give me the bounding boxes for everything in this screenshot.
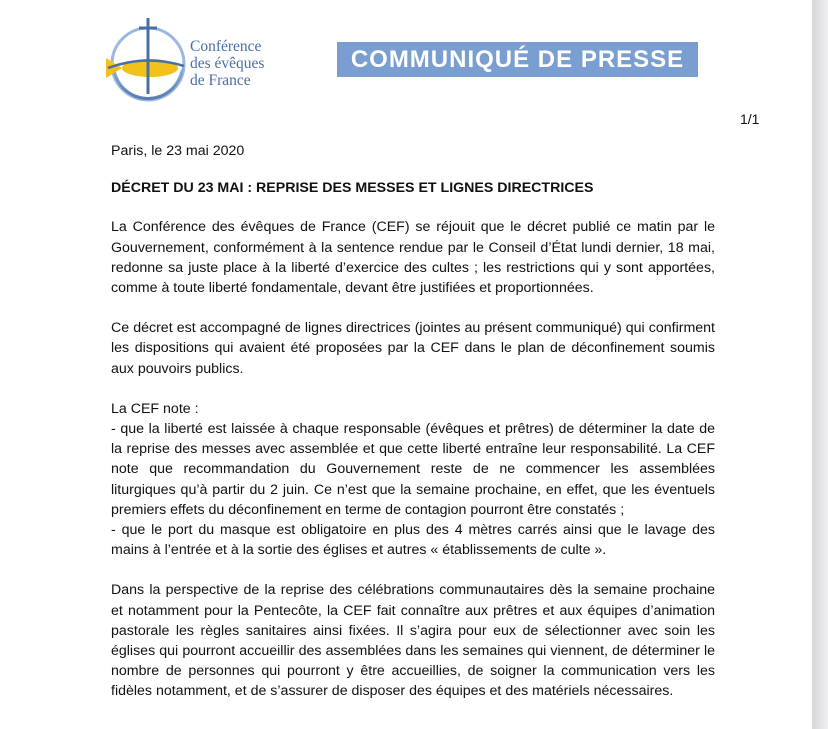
- page-edge: [812, 0, 828, 729]
- logo-wordmark: [190, 38, 320, 89]
- note-item-2: - que le port du masque est obligatoire en plus des 4 mètres carrés ainsi que le lavage des mains à l’entrée et à la sortie des églises et autres « établissements de culte ».: [111, 522, 715, 559]
- cef-logo-icon: [96, 14, 192, 106]
- place-date: Paris, le 23 mai 2020: [111, 143, 245, 159]
- note-intro: La CEF note :: [111, 400, 199, 417]
- logo-line-2: des évêques: [190, 55, 265, 72]
- paragraph-4: Dans la perspective de la reprise des célébrations communautaires dès la semaine prochaine et notamment pour la Pentecôte, la CEF fait connaître aux prêtres et aux équipes d’animation pastorale les règles sanitaires ainsi fixées. Il s’agira pour eux de sélectionner avec soin les églises qui pourront accueillir des assemblées dans les semaines qui viennent, de déterminer le nombre de personnes qui pourront y être accueillies, de soigner la communication vers les fidèles notamment, et de s’assurer de disposer des équipes et des matériels nécessaires.: [111, 582, 715, 700]
- document-body: [111, 141, 715, 702]
- logo-line-1: Conférence: [190, 38, 262, 55]
- press-release-banner: COMMUNIQUÉ DE PRESSE: [337, 42, 698, 77]
- logo-line-3: de France: [190, 72, 251, 89]
- paragraph-1: La Conférence des évêques de France (CEF) se réjouit que le décret publié ce matin par le Gouvernement, conformément à la sentence rendue par le Conseil d’État lundi dernier, 18 mai, redonne sa juste place à la liberté d’exercice des cultes ; les restrictions qui y sont apportées, comme à toute liberté fondamentale, devant être justifiées et proportionnées.: [111, 219, 715, 297]
- paragraph-2: Ce décret est accompagné de lignes directrices (jointes au présent communiqué) qui confirment les dispositions qui avaient été proposées par la CEF dans le plan de déconfinement soumis aux pouvoirs publics.: [111, 320, 715, 377]
- note-item-1: - que la liberté est laissée à chaque responsable (évêques et prêtres) de déterminer la date de la reprise des messes avec assemblée et que cette liberté entraîne leur responsabilité. La CEF note que recommandation du Gouvernement reste de ne commencer les assemblées liturgiques qu’à partir du 2 juin. Ce n’est que la semaine prochaine, en effet, que les éventuels premiers effets du déconfinement en terme de contagion pourront être constatés ;: [111, 421, 715, 518]
- document-title: DÉCRET DU 23 MAI : REPRISE DES MESSES ET LIGNES DIRECTRICES: [111, 180, 594, 197]
- page-number: 1/1: [740, 111, 760, 127]
